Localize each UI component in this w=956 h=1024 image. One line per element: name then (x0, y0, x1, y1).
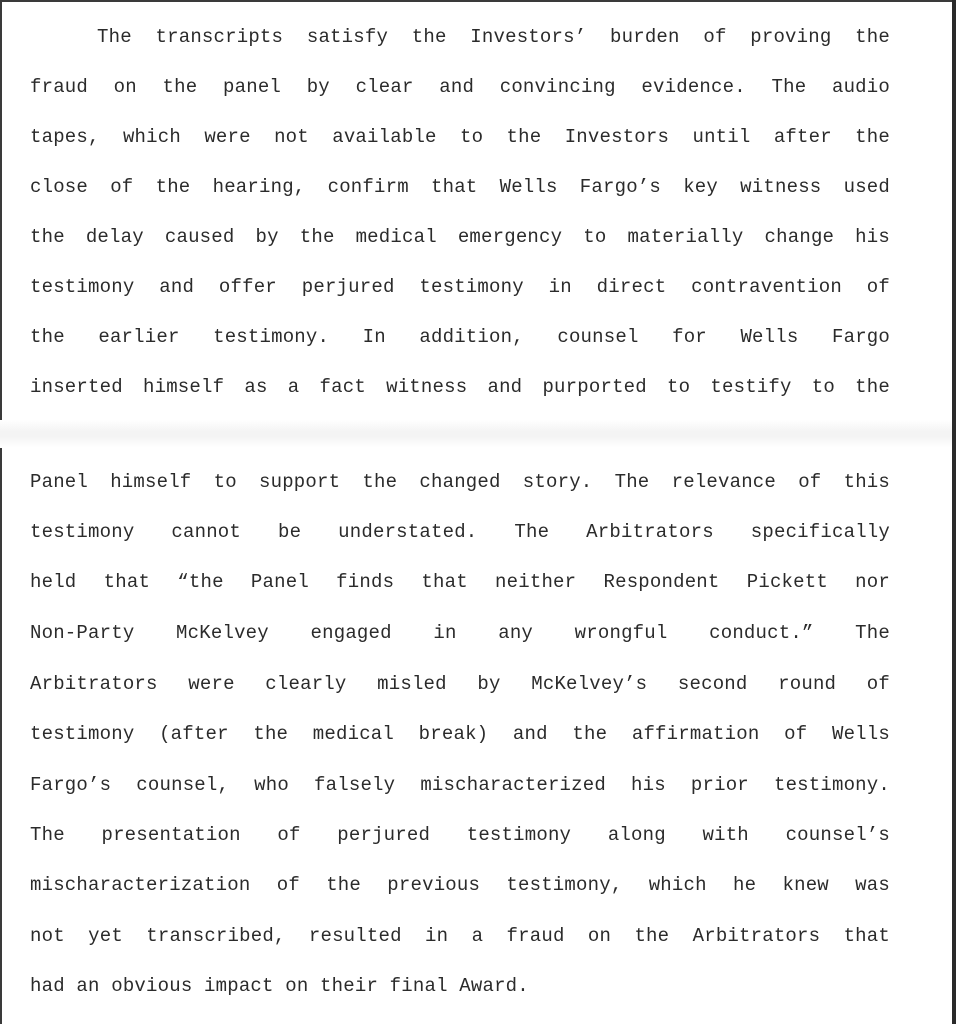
text-line: The transcripts satisfy the Investors’ burden of proving the (97, 26, 890, 48)
text-line: Fargo’s counsel, who falsely mischaracterized his prior testimony. (30, 774, 890, 796)
text-line: inserted himself as a fact witness and purported to testify to the (30, 376, 890, 398)
text-line: held that “the Panel finds that neither Respondent Pickett nor (30, 571, 890, 593)
text-line: The presentation of perjured testimony along with counsel’s (30, 824, 890, 846)
text-line: mischaracterization of the previous testimony, which he knew was (30, 874, 890, 896)
page-break (0, 420, 952, 448)
text-line: Arbitrators were clearly misled by McKelvey’s second round of (30, 673, 890, 695)
text-line: tapes, which were not available to the Investors until after the (30, 126, 890, 148)
text-line: not yet transcribed, resulted in a fraud on the Arbitrators that (30, 925, 890, 947)
text-line: testimony cannot be understated. The Arbitrators specifically (30, 521, 890, 543)
page-border-left (0, 0, 2, 1024)
text-line: the earlier testimony. In addition, counsel for Wells Fargo (30, 326, 890, 348)
text-line: Non-Party McKelvey engaged in any wrongful conduct.” The (30, 622, 890, 644)
text-line: testimony (after the medical break) and the affirmation of Wells (30, 723, 890, 745)
text-line: close of the hearing, confirm that Wells Fargo’s key witness used (30, 176, 890, 198)
text-line: the delay caused by the medical emergency to materially change his (30, 226, 890, 248)
text-line: Panel himself to support the changed story. The relevance of this (30, 471, 890, 493)
text-line: had an obvious impact on their final Award. (30, 975, 529, 997)
text-line: testimony and offer perjured testimony in direct contravention of (30, 276, 890, 298)
text-line: fraud on the panel by clear and convincing evidence. The audio (30, 76, 890, 98)
page-border-right (952, 0, 956, 1024)
page-border-top (0, 0, 956, 2)
